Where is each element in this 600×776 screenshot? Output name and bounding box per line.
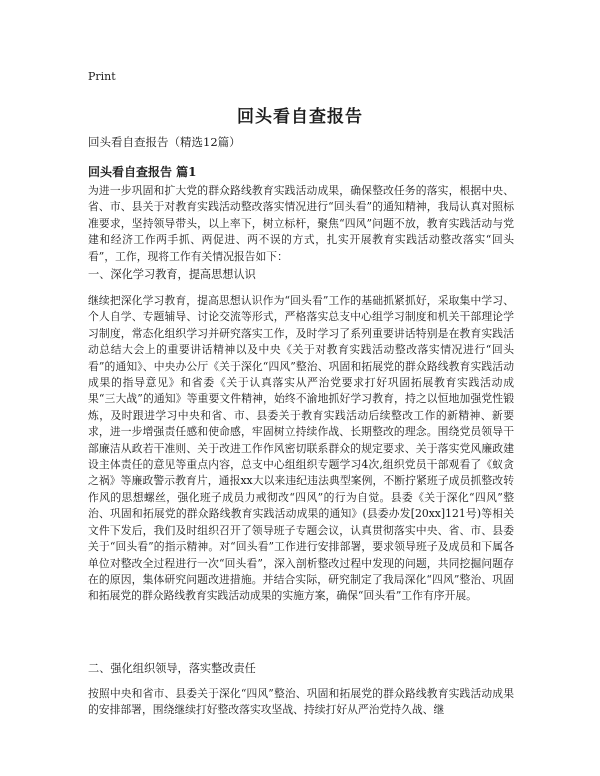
paragraph-2: 按照中央和省市、县委关于深化“四风”整治、巩固和拓展党的群众路线教育实践活动成果的安排部署，围绕继续打好整改落实攻坚战、持续打好从严治党持久战、继	[88, 687, 514, 717]
heading-2: 二、强化组织领导，落实整改责任	[88, 662, 256, 675]
heading-1: 一、深化学习教育，提高思想认识	[88, 268, 256, 281]
section-title: 回头看自查报告 篇1	[88, 165, 197, 179]
paragraph-1: 继续把深化学习教育，提高思想认识作为“回头看”工作的基础抓紧抓好，采取集中学习、个人自学、专题辅导、讨论交流等形式，严格落实总支中心组学习制度和机关干部理论学习制度，常态化组织学习并研究落实工作，及时学习了系列重要讲话特别是在教育实践活动总结大会上的重要讲话精神以及中央《关于对教育实践活动整改落实情况进行“回头看”的通知》、中央办公厅《关于深化“四风”整治、巩固和拓展党的群众路线教育实践活动成果的指导意见》和省委《关于认真落实从严治党要求打好巩固拓展教育实践活动成果“三大战”的通知》等重要文件精神，始终不渝地抓好学习教育，持之以恒地加强党性锻炼，及时跟进学习中央和省、市、县委关于教育实践活动后续整改工作的新精神、新要求，进一步增强责任感和使命感，牢固树立持续作战、长期整改的理念。围绕党员领导干部廉洁从政若干准则、关于改进工作作风密切联系群众的规定要求、关于落实党风廉政建设主体责任的意见等重点内容，总支中心组组织专题学习4次,组织党员干部观看了《蚁贪之祸》等廉政警示教育片，通报xx大以来违纪违法典型案例，不断拧紧班子成员抓整改转作风的思想螺丝，强化班子成员力戒彻改“四风”的行为自觉。县委《关于深化“四风”整治、巩固和拓展党的群众路线教育实践活动成果的通知》(县委办发[20xx]121号)等相关文件下发后，我们及时组织召开了领导班子专题会议，认真贯彻落实中央、省、市、县委关于“回头看”的指示精神。对“回头看”工作进行安排部署，要求领导班子及成员和下属各单位对整改全过程进行一次“回头看”，深入剖析整改过程中发现的问题，共同挖掘问题存在的原因，集体研究问题改进措施。并结合实际，研究制定了我局深化“四风”整治、巩固和拓展党的群众路线教育实践活动成果的实施方案，确保“回头看”工作有序开展。	[88, 294, 514, 603]
document-subtitle: 回头看自查报告（精选12篇）	[88, 135, 241, 149]
print-label[interactable]: Print	[88, 70, 116, 83]
document-title: 回头看自查报告	[237, 107, 363, 127]
paragraph-intro: 为进一步巩固和扩大党的群众路线教育实践活动成果，确保整改任务的落实，根据中央、省、市、县关于对教育实践活动整改落实情况进行“回头看”的通知精神，我局认真对照标准要求，坚持领导带头，以上率下，树立标杆，聚焦“四风”问题不放，教育实践活动与党建和经济工作两手抓、两促进、两不误的方式，扎实开展教育实践活动整改落实“回头看”，工作，现将工作有关情况报告如下：	[88, 184, 514, 263]
